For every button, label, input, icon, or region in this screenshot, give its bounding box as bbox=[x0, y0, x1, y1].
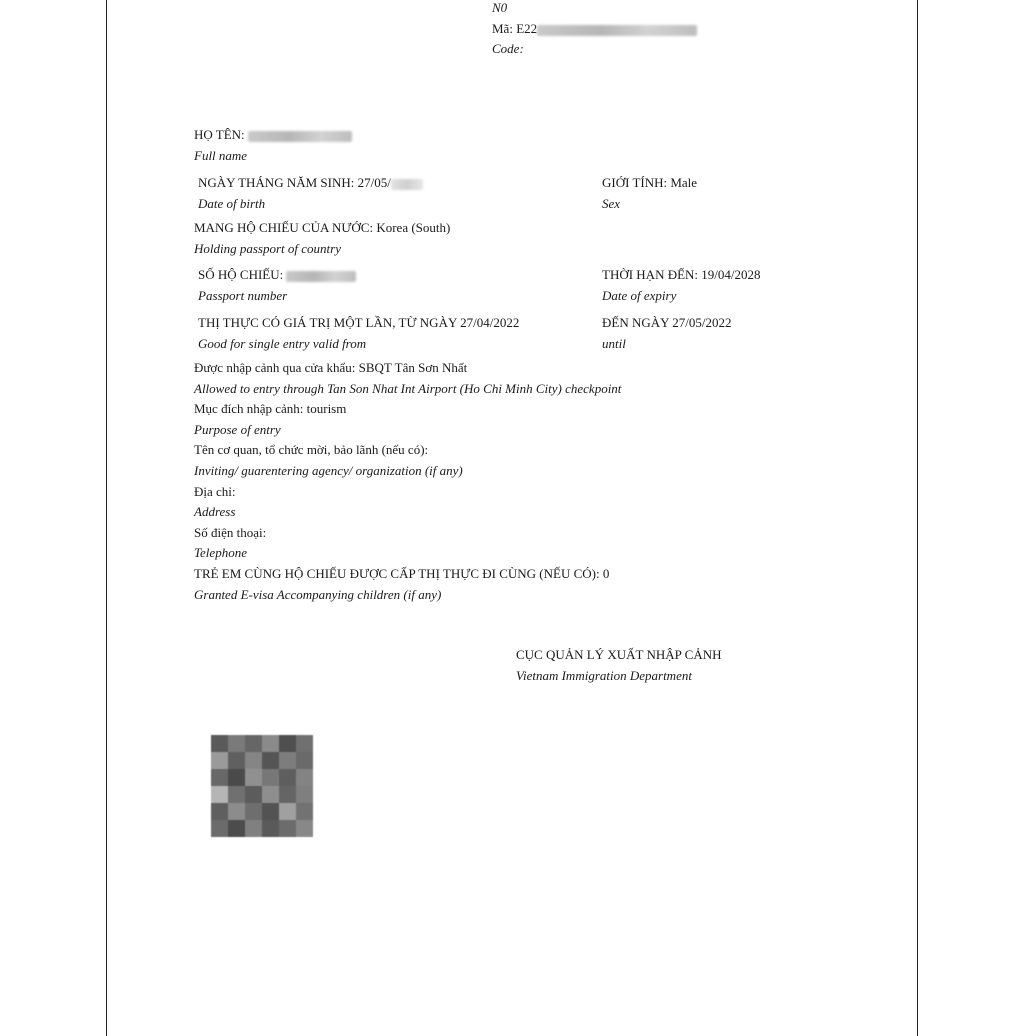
emblem-icon bbox=[210, 0, 270, 6]
qr-pixel bbox=[262, 820, 279, 837]
qr-pixel bbox=[228, 803, 245, 820]
children-label: TRẺ EM CÙNG HỘ CHIẾU ĐƯỢC CẤP THỊ THỰC ĐI CÙNG (NẾU CÓ): 0 bbox=[194, 566, 610, 581]
purpose-en: Purpose of entry bbox=[194, 422, 281, 437]
full-name-en: Full name bbox=[194, 148, 248, 163]
valid-from-en: Good for single entry valid from bbox=[198, 336, 367, 351]
qr-pixel bbox=[245, 803, 262, 820]
passport-en: Passport number bbox=[198, 288, 288, 303]
country-label: MANG HỘ CHIẾU CỦA NƯỚC: Korea (South) bbox=[194, 220, 451, 235]
dob-label: NGÀY THÁNG NĂM SINH: 27/05/ bbox=[198, 175, 391, 190]
dob-en: Date of birth bbox=[198, 196, 266, 211]
qr-pixel bbox=[245, 769, 262, 786]
redacted-code bbox=[537, 25, 697, 36]
qr-pixel bbox=[279, 786, 296, 803]
expiry-label: THỜI HẠN ĐẾN: 19/04/2028 bbox=[602, 267, 761, 282]
qr-pixel bbox=[228, 735, 245, 752]
expiry-en: Date of expiry bbox=[602, 288, 677, 303]
qr-pixel bbox=[262, 786, 279, 803]
qr-pixel bbox=[245, 752, 262, 769]
sex-label: GIỚI TÍNH: Male bbox=[602, 175, 698, 190]
qr-pixel bbox=[211, 786, 228, 803]
redacted-passport-number bbox=[286, 271, 356, 282]
until-label: ĐẾN NGÀY 27/05/2022 bbox=[602, 315, 732, 330]
qr-pixel bbox=[228, 769, 245, 786]
agency-label: Tên cơ quan, tổ chức mời, bảo lãnh (nếu có): bbox=[194, 442, 429, 457]
redacted-dob-year bbox=[391, 179, 423, 190]
checkpoint-en: Allowed to entry through Tan Son Nhat Int Airport (Ho Chi Minh City) checkpoint bbox=[194, 381, 622, 396]
full-name-label: HỌ TÊN: bbox=[194, 127, 245, 142]
qr-pixel bbox=[211, 820, 228, 837]
qr-pixel bbox=[279, 735, 296, 752]
qr-code-pixelated bbox=[211, 735, 313, 837]
qr-pixel bbox=[296, 803, 313, 820]
phone-en: Telephone bbox=[194, 545, 247, 560]
address-en: Address bbox=[194, 504, 236, 519]
issuer-dept: CỤC QUẢN LÝ XUẤT NHẬP CẢNH bbox=[516, 647, 722, 662]
qr-pixel bbox=[279, 752, 296, 769]
until-en: until bbox=[602, 336, 626, 351]
code-en-label: Code: bbox=[492, 41, 524, 56]
children-en: Granted E-visa Accompanying children (if any) bbox=[194, 587, 442, 602]
address-label: Địa chỉ: bbox=[194, 484, 236, 499]
qr-pixel bbox=[296, 786, 313, 803]
qr-pixel bbox=[262, 735, 279, 752]
qr-pixel bbox=[228, 752, 245, 769]
qr-pixel bbox=[296, 820, 313, 837]
phone-label: Số điện thoại: bbox=[194, 525, 267, 540]
qr-pixel bbox=[279, 820, 296, 837]
qr-pixel bbox=[228, 786, 245, 803]
qr-pixel bbox=[296, 752, 313, 769]
qr-pixel bbox=[211, 735, 228, 752]
qr-pixel bbox=[296, 735, 313, 752]
code-label: Mã: E22 bbox=[492, 21, 538, 36]
qr-pixel bbox=[211, 752, 228, 769]
qr-pixel bbox=[211, 769, 228, 786]
qr-pixel bbox=[228, 820, 245, 837]
agency-en: Inviting/ guarentering agency/ organization (if any) bbox=[194, 463, 463, 478]
issuer-dept-en: Vietnam Immigration Department bbox=[516, 668, 692, 683]
qr-pixel bbox=[262, 752, 279, 769]
qr-pixel bbox=[279, 769, 296, 786]
purpose-label: Mục đích nhập cảnh: tourism bbox=[194, 401, 347, 416]
dob-line bbox=[198, 175, 423, 191]
valid-from-label: THỊ THỰC CÓ GIÁ TRỊ MỘT LẦN, TỪ NGÀY 27/04/2022 bbox=[198, 315, 520, 330]
qr-pixel bbox=[262, 769, 279, 786]
qr-pixel bbox=[245, 820, 262, 837]
qr-pixel bbox=[296, 769, 313, 786]
qr-pixel bbox=[211, 803, 228, 820]
full-name-line bbox=[194, 127, 352, 143]
checkpoint-label: Được nhập cảnh qua cửa khẩu: SBQT Tân Sơn Nhất bbox=[194, 360, 468, 375]
qr-pixel bbox=[245, 786, 262, 803]
number-label: N0 bbox=[492, 0, 508, 15]
qr-pixel bbox=[279, 803, 296, 820]
qr-pixel bbox=[245, 735, 262, 752]
redacted-full-name bbox=[248, 131, 352, 142]
sex-en: Sex bbox=[602, 196, 621, 211]
passport-label: SỐ HỘ CHIẾU: bbox=[198, 267, 284, 282]
country-en: Holding passport of country bbox=[194, 241, 341, 256]
code-line bbox=[492, 21, 697, 37]
passport-line bbox=[198, 267, 356, 283]
qr-pixel bbox=[262, 803, 279, 820]
